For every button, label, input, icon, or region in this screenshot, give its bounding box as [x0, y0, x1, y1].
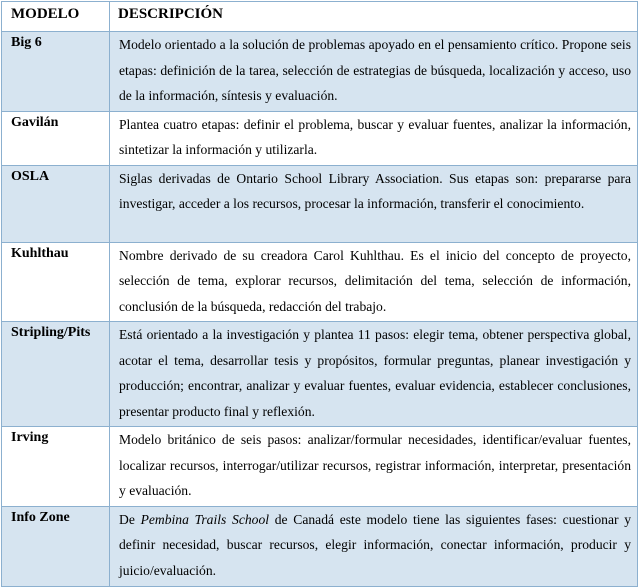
model-name-cell: Stripling/Pits	[2, 322, 110, 427]
column-header-model: MODELO	[2, 2, 110, 32]
model-description-cell: Plantea cuatro etapas: definir el problema, buscar y evaluar fuentes, analizar la información, sintetizar la información y utilizarla.	[110, 111, 638, 165]
table-row	[2, 506, 638, 586]
model-description-cell: Nombre derivado de su creadora Carol Kuhlthau. Es el inicio del concepto de proyecto, selección de tema, explorar recursos, delimitación del tema, selección de información, conclusión de la búsqueda, redacción del trabajo.	[110, 242, 638, 322]
model-description-cell: Está orientado a la investigación y plantea 11 pasos: elegir tema, obtener perspectiva global, acotar el tema, desarrollar tesis y propósitos, formular preguntas, planear investigación y producción; encontrar, analizar y evaluar fuentes, evaluar evidencia, establecer conclusiones, presentar producto final y reflexión.	[110, 322, 638, 427]
column-header-description: DESCRIPCIÓN	[110, 2, 638, 32]
table-row	[2, 165, 638, 242]
school-name: Pembina Trails School	[140, 511, 270, 527]
model-name-cell: OSLA	[2, 165, 110, 242]
models-table	[1, 1, 638, 587]
model-description-cell: Siglas derivadas de Ontario School Library Association. Sus etapas son: prepararse para investigar, acceder a los recursos, procesar la información, transferir el conocimiento.	[110, 165, 638, 242]
model-description-cell	[110, 506, 638, 586]
model-description-cell: Modelo orientado a la solución de problemas apoyado en el pensamiento crítico. Propone seis etapas: definición de la tarea, selección de estrategias de búsqueda, localización y acceso, uso de la información, síntesis y evaluación.	[110, 32, 638, 112]
model-name-cell: Info Zone	[2, 506, 110, 586]
table-row	[2, 242, 638, 322]
table-header-row	[2, 2, 638, 32]
description-text: De	[119, 511, 141, 527]
model-description-cell: Modelo británico de seis pasos: analizar/formular necesidades, identificar/evaluar fuentes, localizar recursos, interrogar/utilizar recursos, registrar información, interpretar, presentación y evaluación.	[110, 427, 638, 507]
model-name-cell: Gavilán	[2, 111, 110, 165]
model-name-cell: Kuhlthau	[2, 242, 110, 322]
table-row	[2, 111, 638, 165]
model-name-cell: Big 6	[2, 32, 110, 112]
table-row	[2, 322, 638, 427]
description-text: de Canadá este modelo tiene las siguientes fases: cuestionar y definir necesidad, buscar recursos, elegir información, conectar información, producir y juicio/evaluación.	[119, 511, 632, 578]
model-name-cell: Irving	[2, 427, 110, 507]
table-row	[2, 427, 638, 507]
table-row	[2, 32, 638, 112]
models-table-container	[1, 1, 637, 587]
